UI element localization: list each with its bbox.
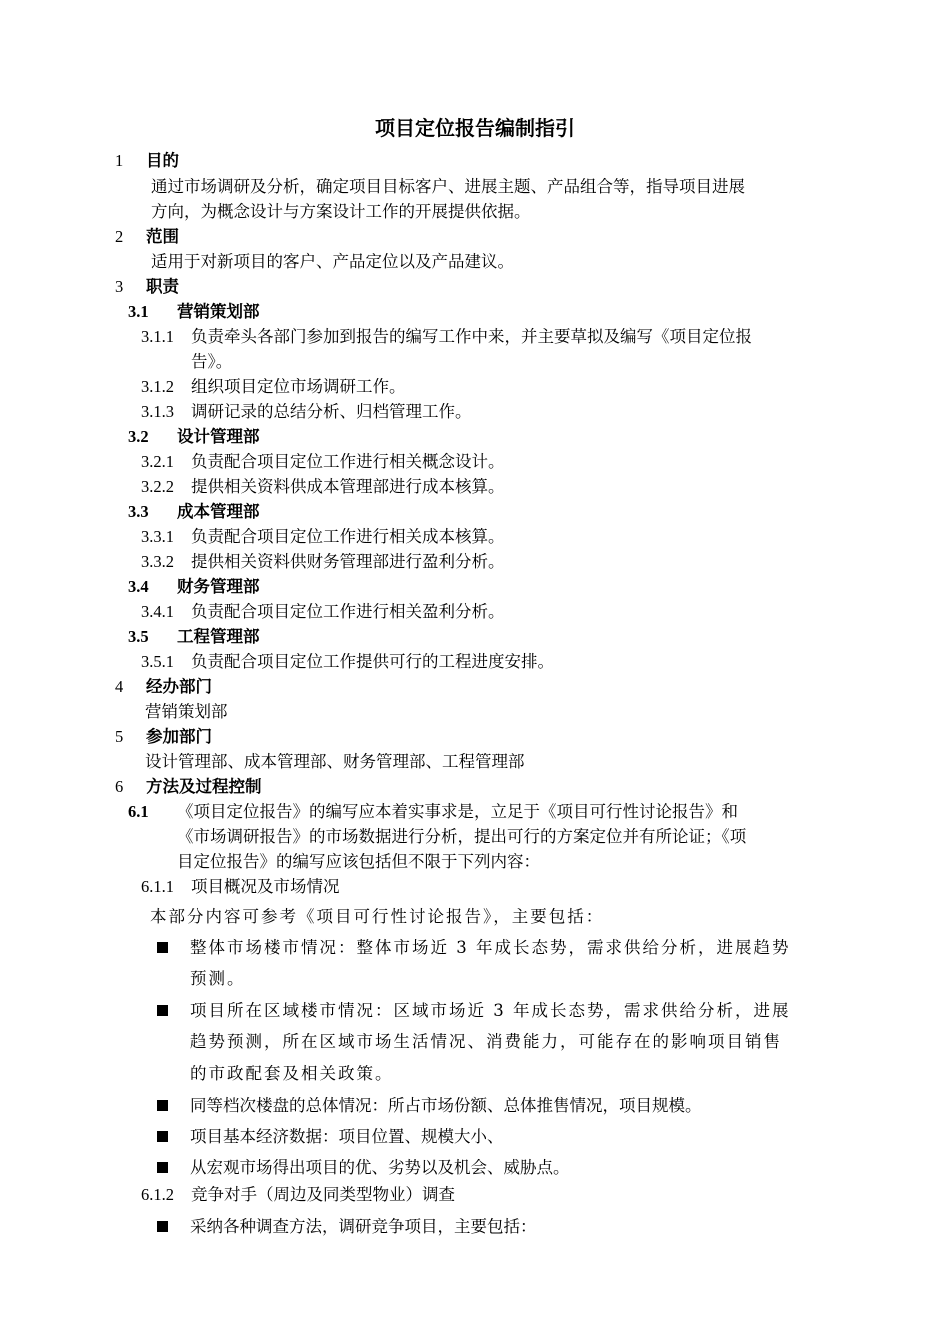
bullet-1-line-1: 整体市场楼市情况：整体市场近 3 年成长态势，需求供给分析，进展趋势 xyxy=(190,938,791,957)
section-1-body-line-2: 方向，为概念设计与方案设计工作的开展提供依据。 xyxy=(151,202,531,221)
item-6-1-1-text: 项目概况及市场情况 xyxy=(191,877,340,896)
item-3-2-1-text: 负责配合项目定位工作进行相关概念设计。 xyxy=(191,452,505,471)
section-1-heading: 目的 xyxy=(146,151,179,170)
item-6-1-1-number: 6.1.1 xyxy=(141,877,174,896)
subsection-3-5-heading: 工程管理部 xyxy=(177,627,260,646)
item-3-2-1-number: 3.2.1 xyxy=(141,452,174,471)
item-3-3-2-text: 提供相关资料供财务管理部进行盈利分析。 xyxy=(191,552,505,571)
section-5-body: 设计管理部、成本管理部、财务管理部、工程管理部 xyxy=(145,752,525,771)
subsection-3-5-number: 3.5 xyxy=(128,627,149,646)
subsection-3-4-number: 3.4 xyxy=(128,577,149,596)
bullet-marker xyxy=(157,1221,168,1232)
section-2-heading: 范围 xyxy=(146,227,179,246)
item-3-1-1-number: 3.1.1 xyxy=(141,327,174,346)
item-3-1-1-continuation: 告》。 xyxy=(191,352,233,371)
section-6-heading: 方法及过程控制 xyxy=(146,777,262,796)
section-3-number: 3 xyxy=(115,277,124,296)
document-title: 项目定位报告编制指引 xyxy=(375,116,575,140)
section-5-heading: 参加部门 xyxy=(146,727,212,746)
section-4-number: 4 xyxy=(115,677,124,696)
bullet-5-line-1: 从宏观市场得出项目的优、劣势以及机会、威胁点。 xyxy=(190,1158,570,1177)
bullet-marker xyxy=(157,942,168,953)
item-6-1-1-intro: 本部分内容可参考《项目可行性讨论报告》，主要包括： xyxy=(150,907,605,926)
subsection-6-1-number: 6.1 xyxy=(128,802,149,821)
bullet-4-line-1: 项目基本经济数据：项目位置、规模大小、 xyxy=(190,1127,504,1146)
bullet-2-line-1: 项目所在区域楼市情况：区域市场近 3 年成长态势，需求供给分析，进展 xyxy=(190,1001,791,1020)
item-3-4-1-number: 3.4.1 xyxy=(141,602,174,621)
section-4-heading: 经办部门 xyxy=(146,677,212,696)
bullet-2-line-3: 的市政配套及相关政策。 xyxy=(190,1064,394,1083)
bullet-1-line-2: 预测。 xyxy=(190,969,246,988)
bullet-marker xyxy=(157,1131,168,1142)
subsection-3-2-heading: 设计管理部 xyxy=(177,427,260,446)
section-6-number: 6 xyxy=(115,777,124,796)
item-3-1-3-text: 调研记录的总结分析、归档管理工作。 xyxy=(191,402,472,421)
subsection-6-1-line-1: 《项目定位报告》的编写应本着实事求是，立足于《项目可行性讨论报告》和 xyxy=(177,802,738,821)
item-3-1-1-text: 负责牵头各部门参加到报告的编写工作中来，并主要草拟及编写《项目定位报 xyxy=(191,327,752,346)
subsection-3-1-number: 3.1 xyxy=(128,302,149,321)
section-3-heading: 职责 xyxy=(146,277,179,296)
item-3-3-1-number: 3.3.1 xyxy=(141,527,174,546)
bullet-marker xyxy=(157,1100,168,1111)
subsection-3-2-number: 3.2 xyxy=(128,427,149,446)
subsection-3-4-heading: 财务管理部 xyxy=(177,577,260,596)
subsection-6-1-line-3: 目定位报告》的编写应该包括但不限于下列内容： xyxy=(177,852,540,871)
item-3-3-1-text: 负责配合项目定位工作进行相关成本核算。 xyxy=(191,527,505,546)
item-3-1-3-number: 3.1.3 xyxy=(141,402,174,421)
section-4-body: 营销策划部 xyxy=(145,702,228,721)
item-6-1-2-text: 竞争对手（周边及同类型物业）调查 xyxy=(191,1185,455,1204)
item-3-1-2-number: 3.1.2 xyxy=(141,377,174,396)
bullet-marker xyxy=(157,1162,168,1173)
section-1-body-line-1: 通过市场调研及分析，确定项目目标客户、进展主题、产品组合等，指导项目进展 xyxy=(151,177,745,196)
subsection-3-1-heading: 营销策划部 xyxy=(177,302,260,321)
item-3-2-2-number: 3.2.2 xyxy=(141,477,174,496)
bullet-marker xyxy=(157,1005,168,1016)
section-5-number: 5 xyxy=(115,727,124,746)
item-3-2-2-text: 提供相关资料供成本管理部进行成本核算。 xyxy=(191,477,505,496)
section-2-number: 2 xyxy=(115,227,124,246)
item-3-4-1-text: 负责配合项目定位工作进行相关盈利分析。 xyxy=(191,602,505,621)
subsection-3-3-heading: 成本管理部 xyxy=(177,502,260,521)
subsection-6-1-line-2: 《市场调研报告》的市场数据进行分析，提出可行的方案定位并有所论证；《项 xyxy=(177,827,747,846)
item-3-3-2-number: 3.3.2 xyxy=(141,552,174,571)
bullet-2-line-2: 趋势预测，所在区域市场生活情况、消费能力，可能存在的影响项目销售 xyxy=(190,1032,782,1051)
item-3-5-1-number: 3.5.1 xyxy=(141,652,174,671)
item-3-5-1-text: 负责配合项目定位工作提供可行的工程进度安排。 xyxy=(191,652,554,671)
section-1-number: 1 xyxy=(115,151,124,170)
item-6-1-2-number: 6.1.2 xyxy=(141,1185,174,1204)
bullet-6-line-1: 采纳各种调查方法，调研竞争项目，主要包括： xyxy=(190,1217,537,1236)
section-2-body: 适用于对新项目的客户、产品定位以及产品建议。 xyxy=(151,252,514,271)
bullet-3-line-1: 同等档次楼盘的总体情况：所占市场份额、总体推售情况，项目规模。 xyxy=(190,1096,702,1115)
subsection-3-3-number: 3.3 xyxy=(128,502,149,521)
item-3-1-2-text: 组织项目定位市场调研工作。 xyxy=(191,377,406,396)
